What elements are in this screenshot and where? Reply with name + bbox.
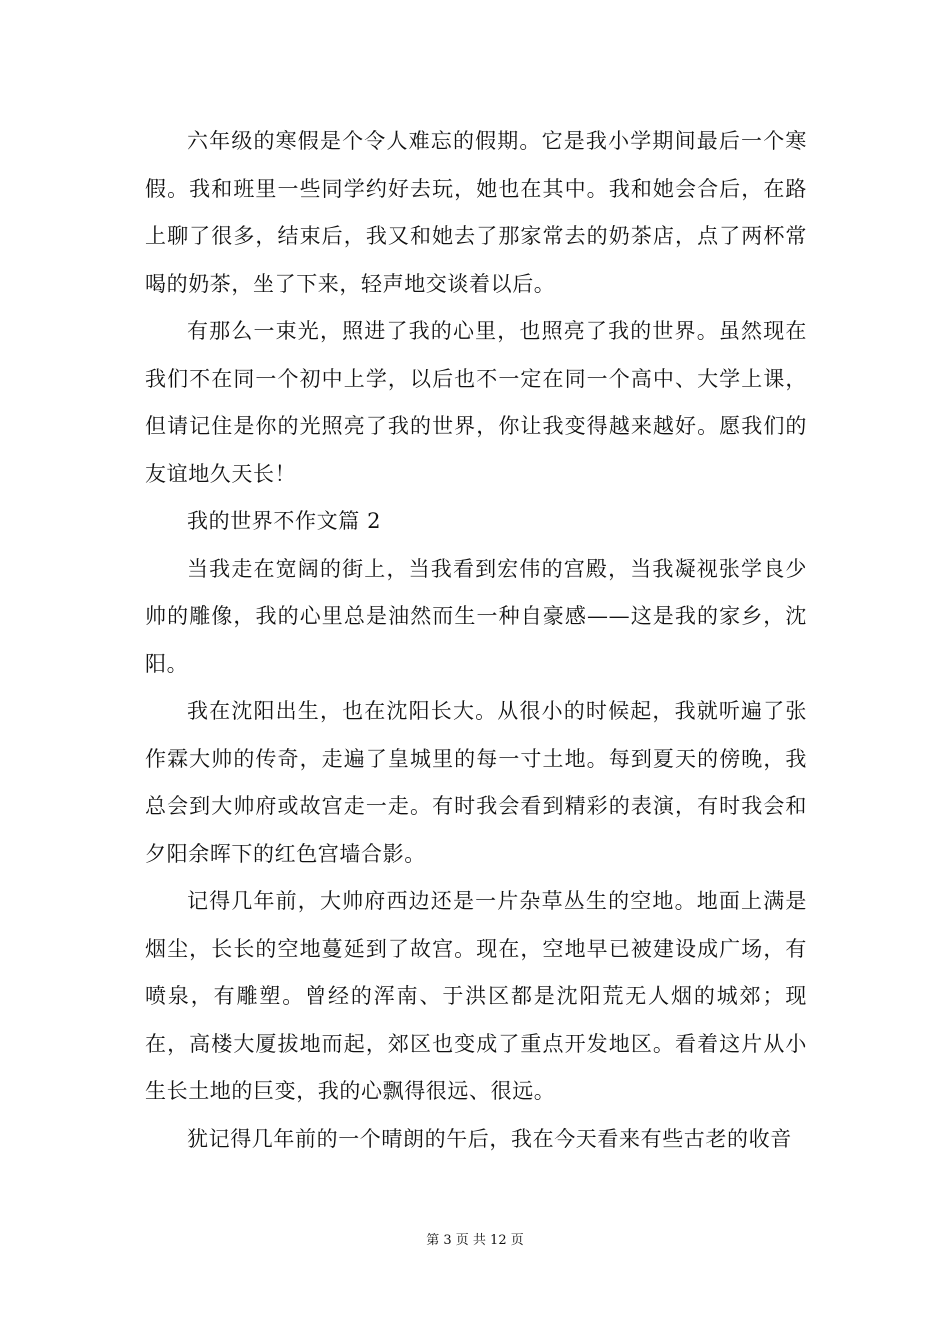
paragraph-winter-vacation: 六年级的寒假是个令人难忘的假期。它是我小学期间最后一个寒假。我和班里一些同学约好去玩，她也在其中。我和她会合后，在路上聊了很多，结束后，我又和她去了那家常去的奶茶店，点了两杯常喝的奶茶，坐了下来，轻声地交谈着以后。 [145, 129, 807, 296]
page-number-footer: 第 3 页 共 12 页 [426, 1233, 524, 1248]
paragraph-hometown: 当我走在宽阔的街上，当我看到宏伟的宫殿，当我凝视张学良少帅的雕像，我的心里总是油然而生一种自豪感——这是我的家乡，沈阳。 [145, 556, 807, 676]
section-heading: 我的世界不作文篇 2 [187, 509, 382, 533]
paragraph-grew-up: 我在沈阳出生，也在沈阳长大。从很小的时候起，我就听遍了张作霖大帅的传奇，走遍了皇城里的每一寸土地。每到夏天的傍晚，我总会到大帅府或故宫走一走。有时我会看到精彩的表演，有时我会和夕阳余晖下的红色宫墙合影。 [145, 699, 807, 866]
document-body [145, 118, 807, 1163]
paragraph-radio: 犹记得几年前的一个晴朗的午后，我在今天看来有些古老的收音 [187, 1126, 792, 1151]
paragraph-changes: 记得几年前，大帅府西边还是一片杂草丛生的空地。地面上满是烟尘，长长的空地蔓延到了故宫。现在，空地早已被建设成广场，有喷泉，有雕塑。曾经的浑南、于洪区都是沈阳荒无人烟的城郊；现在，高楼大厦拔地而起，郊区也变成了重点开发地区。看着这片从小生长土地的巨变，我的心飘得很远、很远。 [145, 889, 807, 1103]
paragraph-light: 有那么一束光，照进了我的心里，也照亮了我的世界。虽然现在我们不在同一个初中上学，以后也不一定在同一个高中、大学上课，但请记住是你的光照亮了我的世界，你让我变得越来越好。愿我们的友谊地久天长！ [145, 319, 807, 486]
